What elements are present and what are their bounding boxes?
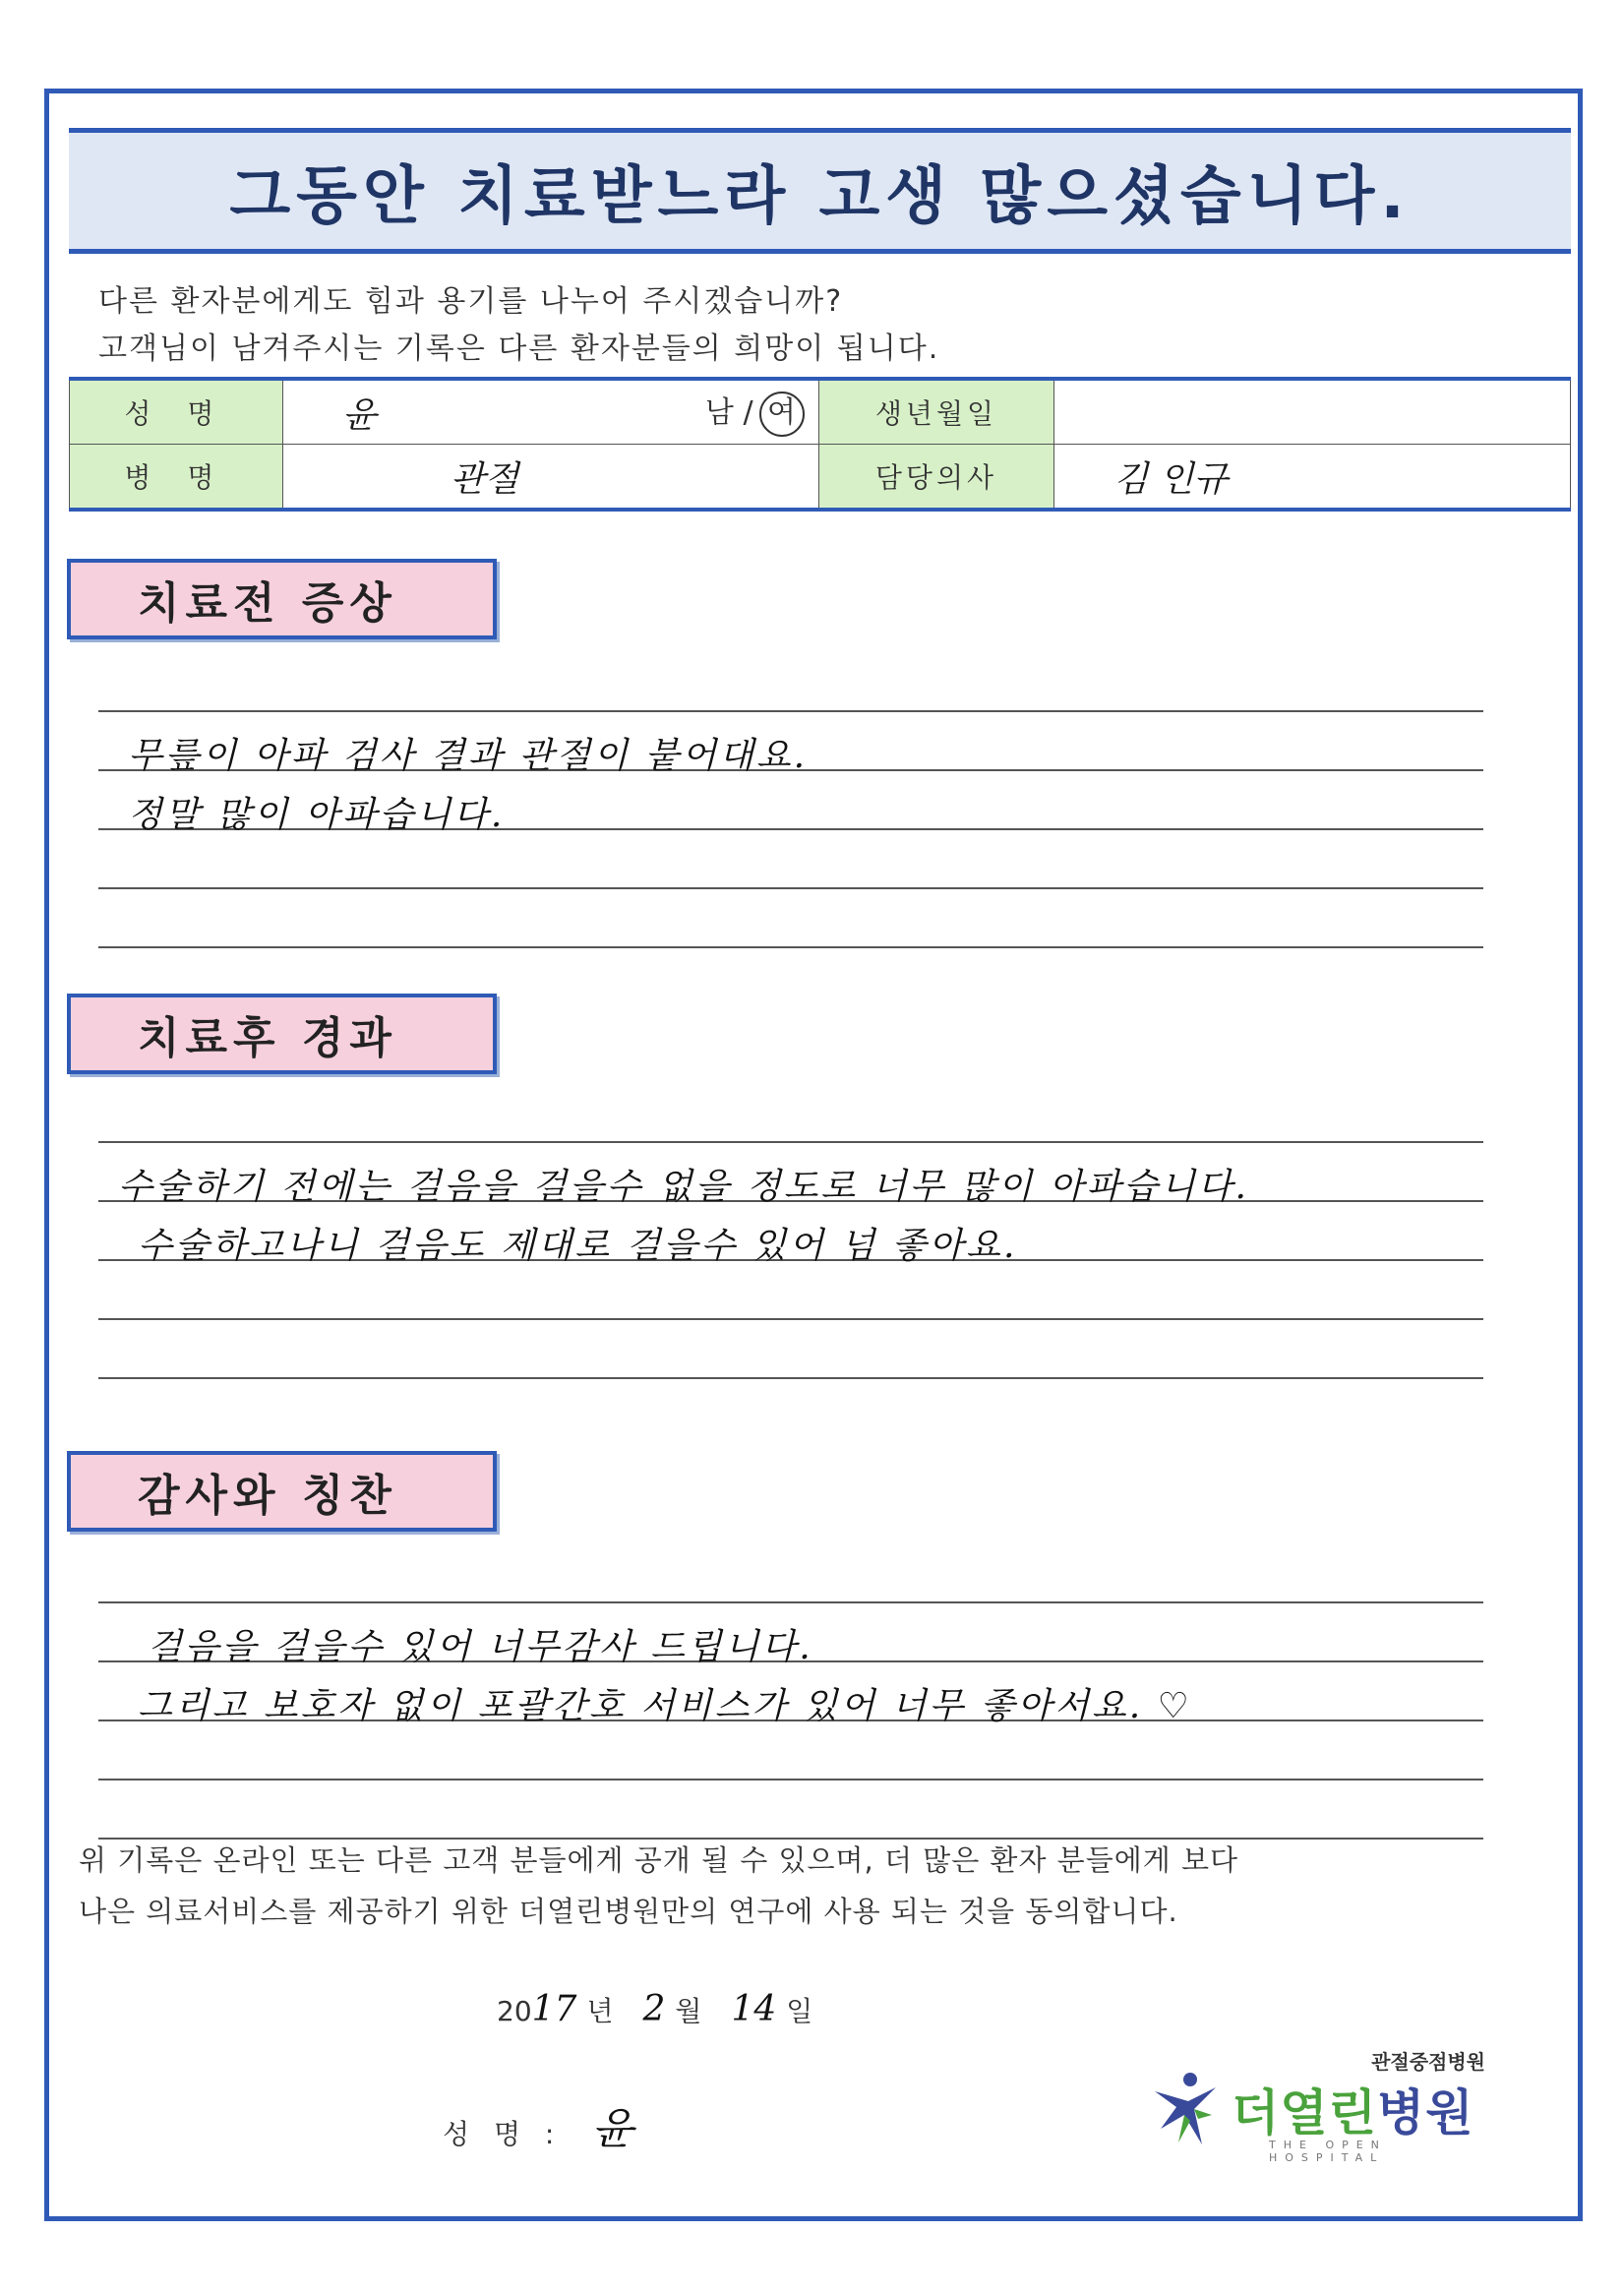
signature-label: 성 명 : — [443, 2118, 563, 2150]
after-line-2: 수술하고나니 걸음도 제대로 걸을수 있어 넘 좋아요. — [138, 1226, 1018, 1266]
gender-selector — [705, 388, 805, 437]
name-field — [282, 379, 818, 445]
name-label: 성 명 — [70, 379, 283, 445]
writing-line — [98, 1318, 1483, 1320]
after-line-1: 수술하기 전에는 걸음을 걸을수 없을 정도로 너무 많이 아파습니다. — [118, 1167, 1249, 1207]
consent-line-2: 나은 의료서비스를 제공하기 위한 더열린병원만의 연구에 사용 되는 것을 동의합니다. — [79, 1895, 1178, 1928]
name-value: 윤 — [341, 394, 377, 436]
consent-text — [79, 1835, 1238, 1937]
writing-line — [98, 887, 1483, 889]
disease-label: 병 명 — [70, 445, 283, 511]
writing-line — [98, 710, 1483, 712]
writing-line — [98, 1779, 1483, 1780]
year-value: 17 — [531, 1989, 577, 2029]
birth-value — [1054, 379, 1571, 445]
intro-text — [98, 278, 939, 373]
logo-name-a: 더열린 — [1232, 2084, 1377, 2142]
doctor-label: 담당의사 — [818, 445, 1054, 511]
writing-line — [98, 1141, 1483, 1143]
signature-line — [443, 2093, 633, 2156]
day-label: 일 — [786, 1995, 813, 2027]
before-line-2: 정말 많이 아파습니다. — [128, 795, 506, 835]
year-prefix: 20 — [497, 1995, 532, 2027]
thanks-line-2: 그리고 보호자 없이 포괄간호 서비스가 있어 너무 좋아서요. ♡ — [138, 1686, 1192, 1726]
intro-line-2: 고객님이 남겨주시는 기록은 다른 환자분들의 희망이 됩니다. — [98, 332, 940, 366]
signature-value: 윤 — [591, 2104, 633, 2154]
page-title: 그동안 치료받느라 고생 많으셨습니다. — [229, 160, 1411, 233]
month-label: 월 — [675, 1995, 702, 2027]
disease-value: 관절 — [282, 445, 818, 511]
birth-label: 생년월일 — [818, 379, 1054, 445]
intro-line-1: 다른 환자분에게도 힘과 용기를 나누어 주시겠습니까? — [98, 284, 844, 319]
logo-subtitle: THE OPEN HOSPITAL — [1269, 2139, 1387, 2164]
logo-name-b: 병원 — [1376, 2084, 1474, 2142]
gender-male: 남 / — [704, 394, 753, 430]
logo-name — [1232, 2074, 1474, 2144]
section-thanks-heading: 감사와 칭찬 — [67, 1451, 497, 1532]
title-banner — [69, 128, 1571, 254]
month-value: 2 — [642, 1989, 666, 2029]
gender-female-circled: 여 — [759, 392, 805, 437]
thanks-line-1: 걸음을 걸을수 있어 너무감사 드립니다. — [148, 1627, 813, 1667]
figure-logo-icon — [1151, 2070, 1220, 2148]
logo-tagline: 관절중점병원 — [1371, 2050, 1485, 2074]
section-before-heading: 치료전 증상 — [67, 559, 497, 639]
date-line — [497, 1989, 812, 2029]
patient-info-table — [69, 377, 1571, 512]
writing-line — [98, 1601, 1483, 1603]
year-label: 년 — [586, 1995, 614, 2027]
before-line-1: 무릎이 아파 검사 결과 관절이 붙어대요. — [128, 736, 809, 776]
day-value: 14 — [731, 1989, 777, 2029]
writing-line — [98, 946, 1483, 948]
section-after-heading: 치료후 경과 — [67, 994, 497, 1074]
consent-line-1: 위 기록은 온라인 또는 다른 고객 분들에게 공개 될 수 있으며, 더 많은 환자 분들에게 보다 — [79, 1843, 1238, 1877]
writing-line — [98, 1377, 1483, 1379]
doctor-value: 김 인규 — [1054, 445, 1571, 511]
hospital-logo — [1151, 2046, 1485, 2164]
